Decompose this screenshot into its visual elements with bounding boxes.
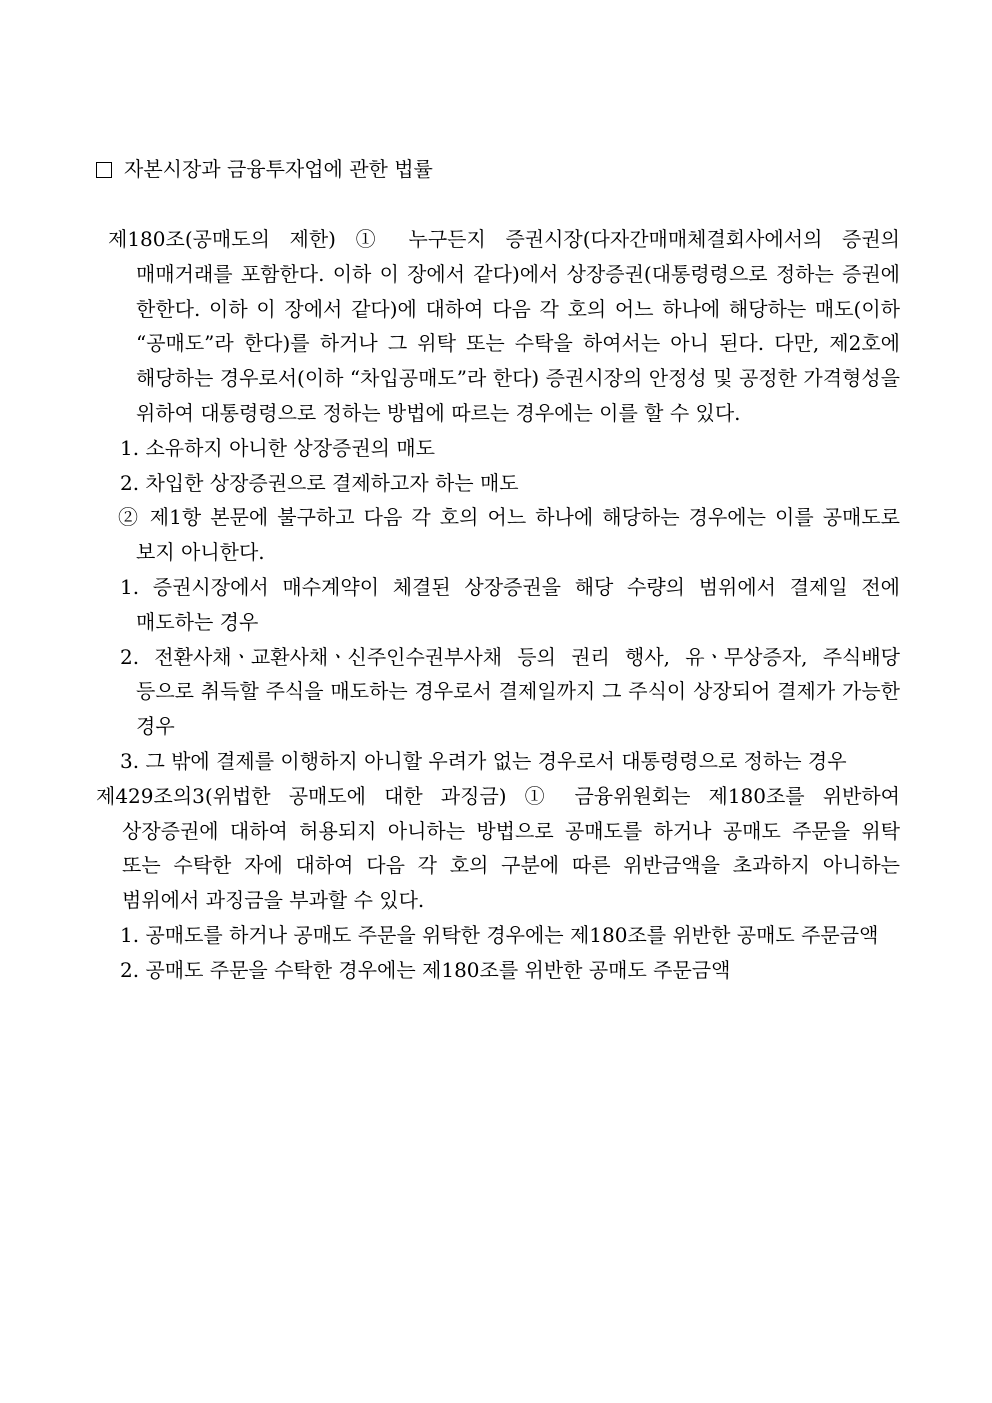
law-title-text: 자본시장과 금융투자업에 관한 법률 <box>124 157 433 181</box>
article-429-3: 제429조의3(위법한 공매도에 대한 과징금) ① 금융위원회는 제180조를 위반하여 상장증권에 대하여 허용되지 아니하는 방법으로 공매도를 하거나 공매도 주문을 위탁 또는 수탁한 자에 대하여 다음 각 호의 구분에 따른 위반금액을 초과하지 아니하는 범위에서 과징금을 부과할 수 있다. <box>96 783 900 913</box>
article-429-3-item-2: 2. 공매도 주문을 수탁한 경우에는 제180조를 위반한 공매도 주문금액 <box>120 957 731 982</box>
article-180-clause-2: ② 제1항 본문에 불구하고 다음 각 호의 어느 하나에 해당하는 경우에는 이를 공매도로 보지 아니한다. <box>118 505 900 565</box>
checkbox-icon <box>96 162 112 178</box>
article-180-clause-2-item-2: 2. 전환사채ㆍ교환사채ㆍ신주인수권부사채 등의 권리 행사, 유ㆍ무상증자, 주식배당 등으로 취득할 주식을 매도하는 경우로서 결제일까지 그 주식이 상장되어 결제가 가능한 경우 <box>120 644 900 739</box>
law-title <box>96 154 433 184</box>
article-180: 제180조(공매도의 제한) ① 누구든지 증권시장(다자간매매체결회사에서의 증권의 매매거래를 포함한다. 이하 이 장에서 같다)에서 상장증권(대통령령으로 정하는 증권에 한한다. 이하 이 장에서 같다)에 대하여 다음 각 호의 어느 하나에 해당하는 매도(이하 “공매도”라 한다)를 하거나 그 위탁 또는 수탁을 하여서는 아니 된다. 다만, 제2호에 해당하는 경우로서(이하 “차입공매도”라 한다) 증권시장의 안정성 및 공정한 가격형성을 위하여 대통령령으로 정하는 방법에 따르는 경우에는 이를 할 수 있다. <box>108 227 900 425</box>
article-180-item-2: 2. 차입한 상장증권으로 결제하고자 하는 매도 <box>120 470 519 495</box>
article-180-item-1: 1. 소유하지 아니한 상장증권의 매도 <box>120 435 435 460</box>
article-429-3-item-1: 1. 공매도를 하거나 공매도 주문을 위탁한 경우에는 제180조를 위반한 공매도 주문금액 <box>120 922 879 947</box>
article-180-clause-2-item-1: 1. 증권시장에서 매수계약이 체결된 상장증권을 해당 수량의 범위에서 결제일 전에 매도하는 경우 <box>120 574 900 634</box>
article-180-clause-2-item-3: 3. 그 밖에 결제를 이행하지 아니할 우려가 없는 경우로서 대통령령으로 정하는 경우 <box>120 748 847 773</box>
law-body <box>96 222 900 988</box>
